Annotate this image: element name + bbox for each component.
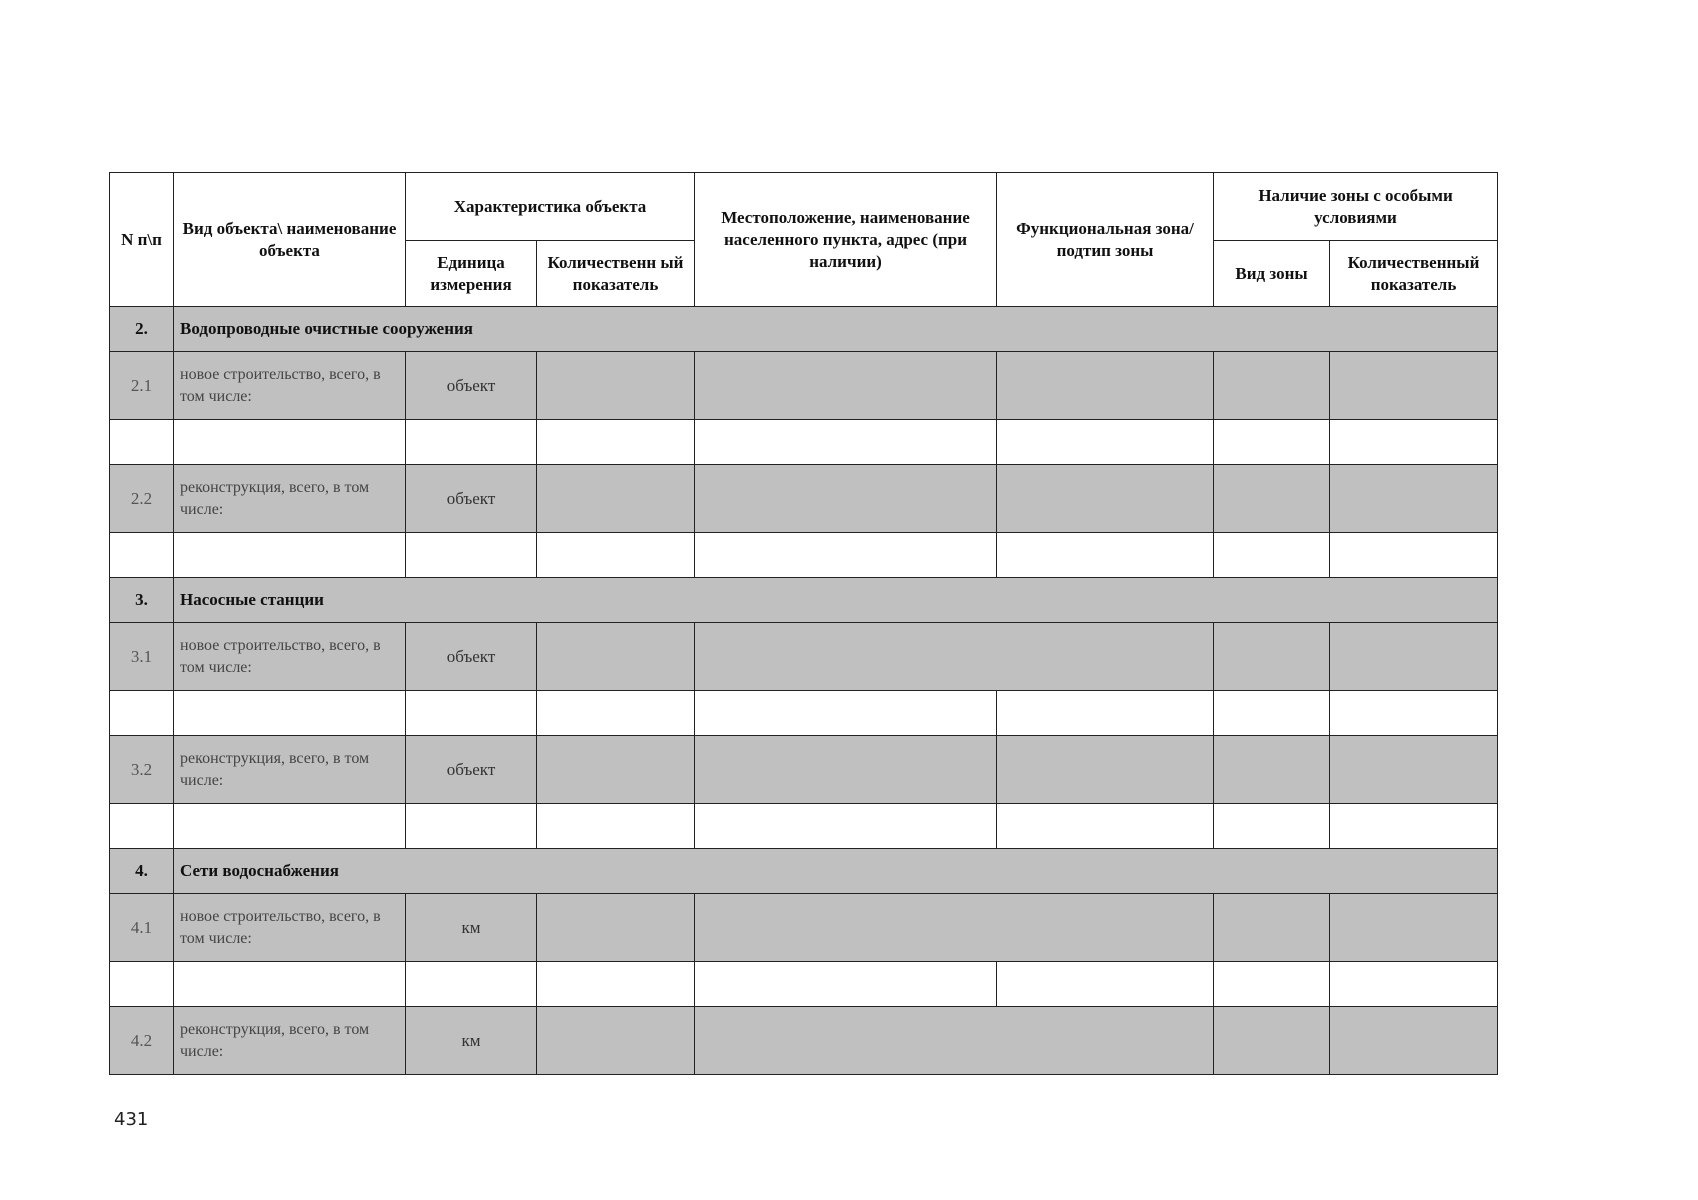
row-zone-kind <box>1214 894 1330 962</box>
row-zone-quantity <box>1330 736 1498 804</box>
header-zone-kind: Вид зоны <box>1214 241 1330 307</box>
row-quantity <box>537 623 695 691</box>
row-zone-kind <box>1214 736 1330 804</box>
row-unit: объект <box>406 736 537 804</box>
row-zone-kind <box>1214 465 1330 533</box>
header-functional-zone: Функциональная зона/ подтип зоны <box>997 173 1214 307</box>
row-unit: км <box>406 894 537 962</box>
section-row <box>110 307 1498 352</box>
row-zone-kind <box>1214 1007 1330 1075</box>
header-num: N п\п <box>110 173 174 307</box>
header-quantity: Количественн ый показатель <box>537 241 695 307</box>
row-location <box>695 465 997 533</box>
objects-table <box>109 172 1498 1075</box>
row-quantity <box>537 736 695 804</box>
row-object-kind: реконструкция, всего, в том числе: <box>174 736 406 804</box>
blank-row <box>110 691 1498 736</box>
table-row <box>110 894 1498 962</box>
blank-row <box>110 420 1498 465</box>
section-row <box>110 578 1498 623</box>
row-zone <box>997 352 1214 420</box>
row-zone-quantity <box>1330 352 1498 420</box>
row-object-kind: новое строительство, всего, в том числе: <box>174 894 406 962</box>
header-location: Местоположение, наименование населенного пункта, адрес (при наличии) <box>695 173 997 307</box>
row-object-kind: новое строительство, всего, в том числе: <box>174 623 406 691</box>
table-row <box>110 465 1498 533</box>
row-number: 4.2 <box>110 1007 174 1075</box>
blank-row <box>110 962 1498 1007</box>
row-quantity <box>537 1007 695 1075</box>
section-number: 2. <box>110 307 174 352</box>
row-number: 2.2 <box>110 465 174 533</box>
row-zone-quantity <box>1330 623 1498 691</box>
row-quantity <box>537 352 695 420</box>
table-row <box>110 352 1498 420</box>
row-location <box>695 1007 1214 1075</box>
row-unit: км <box>406 1007 537 1075</box>
row-location <box>695 736 997 804</box>
section-row <box>110 849 1498 894</box>
table-row <box>110 623 1498 691</box>
row-number: 3.1 <box>110 623 174 691</box>
row-zone <box>997 465 1214 533</box>
section-title: Насосные станции <box>174 578 1498 623</box>
row-quantity <box>537 465 695 533</box>
header-characteristic: Характеристика объекта <box>406 173 695 241</box>
row-unit: объект <box>406 623 537 691</box>
header-unit: Единица измерения <box>406 241 537 307</box>
header-zone-quantity: Количественный показатель <box>1330 241 1498 307</box>
row-object-kind: реконструкция, всего, в том числе: <box>174 465 406 533</box>
section-number: 3. <box>110 578 174 623</box>
row-object-kind: реконструкция, всего, в том числе: <box>174 1007 406 1075</box>
row-zone <box>997 736 1214 804</box>
row-number: 3.2 <box>110 736 174 804</box>
row-zone-quantity <box>1330 894 1498 962</box>
blank-row <box>110 804 1498 849</box>
row-zone-kind <box>1214 352 1330 420</box>
row-location <box>695 623 1214 691</box>
section-number: 4. <box>110 849 174 894</box>
row-unit: объект <box>406 465 537 533</box>
header-object-kind: Вид объекта\ наименование объекта <box>174 173 406 307</box>
row-zone-kind <box>1214 623 1330 691</box>
row-zone-quantity <box>1330 1007 1498 1075</box>
section-title: Водопроводные очистные сооружения <box>174 307 1498 352</box>
blank-row <box>110 533 1498 578</box>
row-quantity <box>537 894 695 962</box>
row-unit: объект <box>406 352 537 420</box>
header-special-zone: Наличие зоны с особыми условиями <box>1214 173 1498 241</box>
table-row <box>110 736 1498 804</box>
row-number: 2.1 <box>110 352 174 420</box>
row-location <box>695 894 1214 962</box>
row-number: 4.1 <box>110 894 174 962</box>
row-object-kind: новое строительство, всего, в том числе: <box>174 352 406 420</box>
row-location <box>695 352 997 420</box>
row-zone-quantity <box>1330 465 1498 533</box>
section-title: Сети водоснабжения <box>174 849 1498 894</box>
table-row <box>110 1007 1498 1075</box>
page-number: 431 <box>114 1109 149 1130</box>
